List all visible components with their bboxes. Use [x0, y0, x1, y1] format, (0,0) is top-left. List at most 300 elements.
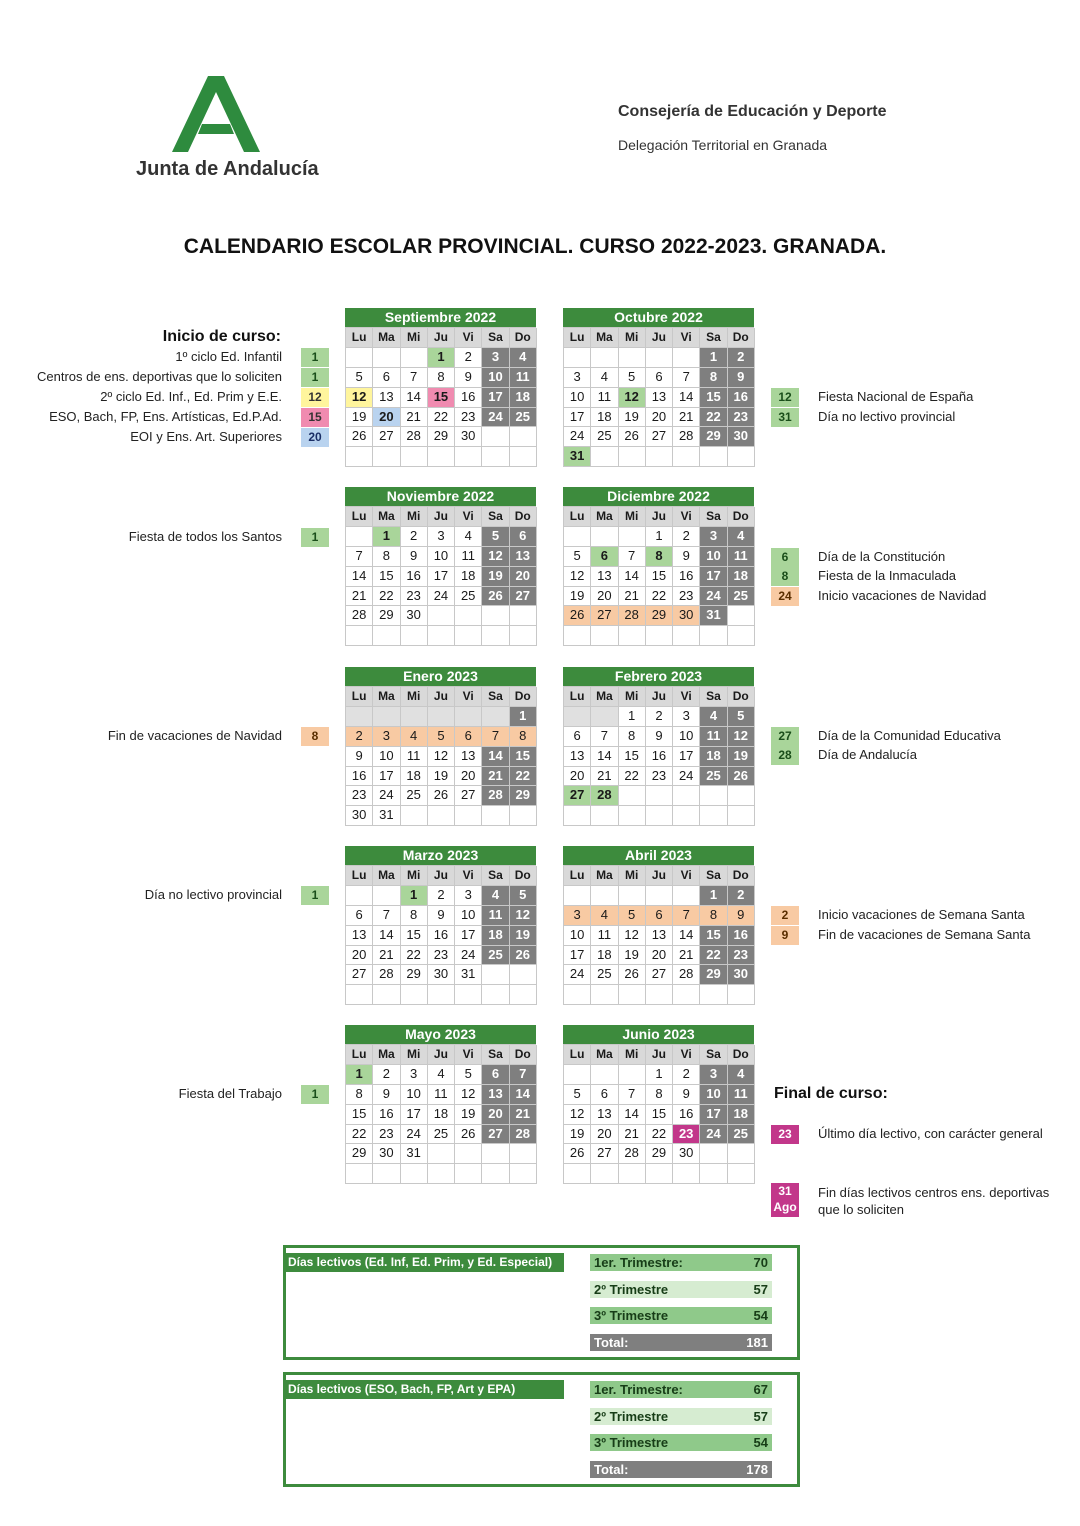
- day-cell: 1: [428, 348, 455, 368]
- weekday-header: Mi: [401, 866, 428, 886]
- empty-day-cell: [455, 985, 482, 1005]
- day-cell: 20: [373, 408, 400, 428]
- weekday-header: Ma: [373, 328, 400, 348]
- weekday-header: Vi: [455, 866, 482, 886]
- month-day-grid: [563, 327, 754, 467]
- month-title: Mayo 2023: [345, 1025, 536, 1044]
- day-cell: 20: [455, 767, 482, 787]
- summary-row-label: 3º Trimestre: [594, 1435, 669, 1450]
- day-cell: 3: [428, 527, 455, 547]
- day-cell: 16: [428, 926, 455, 946]
- day-cell: 19: [455, 1105, 482, 1125]
- day-cell: 10: [564, 388, 591, 408]
- day-cell: 27: [591, 1144, 618, 1164]
- day-cell: 12: [619, 388, 646, 408]
- day-cell: 14: [482, 747, 509, 767]
- weekday-header: Do: [728, 687, 755, 707]
- legend-label: Centros de ens. deportivas que lo soliciten: [37, 369, 282, 384]
- month-calendar: [345, 1025, 536, 1184]
- weekday-header: Mi: [619, 328, 646, 348]
- day-cell: 1: [373, 527, 400, 547]
- day-cell: 22: [428, 408, 455, 428]
- day-cell: 20: [510, 567, 537, 587]
- empty-day-cell: [346, 348, 373, 368]
- empty-day-cell: [510, 965, 537, 985]
- empty-day-cell: [700, 447, 727, 467]
- empty-day-cell: [482, 626, 509, 646]
- day-cell: 11: [401, 747, 428, 767]
- org-subtitle: Delegación Territorial en Granada: [618, 137, 828, 153]
- empty-day-cell: [728, 806, 755, 826]
- empty-day-cell: [646, 348, 673, 368]
- day-cell: 13: [564, 747, 591, 767]
- empty-day-cell: [564, 806, 591, 826]
- weekday-header: Ma: [373, 866, 400, 886]
- legend-label: 1º ciclo Ed. Infantil: [175, 349, 282, 364]
- month-day-grid: [345, 1044, 536, 1184]
- empty-day-cell: [455, 806, 482, 826]
- empty-day-cell: [482, 1164, 509, 1184]
- legend-label: Día de Andalucía: [818, 747, 918, 762]
- day-cell: 8: [700, 906, 727, 926]
- day-cell: 16: [673, 567, 700, 587]
- weekday-header: Lu: [346, 328, 373, 348]
- day-cell: 4: [700, 707, 727, 727]
- weekday-header: Ma: [591, 507, 618, 527]
- empty-day-cell: [346, 527, 373, 547]
- day-cell: 1: [646, 1065, 673, 1085]
- day-cell: 18: [591, 946, 618, 966]
- day-cell: 3: [373, 727, 400, 747]
- day-cell: 29: [700, 427, 727, 447]
- summary-row-value: 54: [753, 1308, 768, 1323]
- day-cell: 13: [455, 747, 482, 767]
- empty-day-cell: [591, 1164, 618, 1184]
- empty-day-cell: [401, 985, 428, 1005]
- day-cell: 28: [346, 606, 373, 626]
- day-cell: 19: [619, 946, 646, 966]
- empty-day-cell: [646, 1164, 673, 1184]
- empty-day-cell: [428, 606, 455, 626]
- legend-label: Fiesta del Trabajo: [178, 1086, 282, 1101]
- legend-label: Último día lectivo, con carácter general: [818, 1126, 1043, 1141]
- day-cell: 10: [673, 727, 700, 747]
- day-cell: 13: [646, 388, 673, 408]
- empty-day-cell: [728, 1164, 755, 1184]
- legend-badge: 31: [771, 408, 799, 427]
- day-cell: 22: [373, 587, 400, 607]
- empty-day-cell: [646, 447, 673, 467]
- weekday-header: Ma: [591, 1045, 618, 1065]
- weekday-header: Ma: [373, 1045, 400, 1065]
- day-cell: 11: [482, 906, 509, 926]
- page-title: CALENDARIO ESCOLAR PROVINCIAL. CURSO 2022-2023. GRANADA.: [183, 235, 887, 258]
- weekday-header: Do: [510, 507, 537, 527]
- day-cell: 22: [700, 946, 727, 966]
- day-cell: 15: [346, 1105, 373, 1125]
- weekday-header: Mi: [619, 687, 646, 707]
- day-cell: 20: [591, 587, 618, 607]
- legend-badge: 1: [301, 528, 329, 547]
- day-cell: 14: [619, 1105, 646, 1125]
- final-curso-title: Final de curso:: [774, 1085, 888, 1102]
- legend-label: [818, 1184, 1049, 1218]
- day-cell: 25: [591, 427, 618, 447]
- day-cell: 20: [646, 946, 673, 966]
- day-cell: 25: [401, 786, 428, 806]
- weekday-header: Mi: [401, 1045, 428, 1065]
- day-cell: 8: [373, 547, 400, 567]
- day-cell: 29: [346, 1144, 373, 1164]
- day-cell: 9: [455, 368, 482, 388]
- day-cell: 5: [564, 547, 591, 567]
- weekday-header: Lu: [564, 687, 591, 707]
- empty-day-cell: [700, 626, 727, 646]
- empty-day-cell: [482, 985, 509, 1005]
- day-cell: 5: [482, 527, 509, 547]
- empty-day-cell: [510, 626, 537, 646]
- day-cell: 19: [564, 1125, 591, 1145]
- empty-day-cell: [591, 985, 618, 1005]
- summary-row-value: 57: [753, 1281, 768, 1297]
- summary-row-value: 178: [746, 1461, 768, 1477]
- day-cell: 13: [646, 926, 673, 946]
- weekday-header: Ju: [646, 866, 673, 886]
- month-title: Junio 2023: [563, 1025, 754, 1044]
- empty-day-cell: [591, 1065, 618, 1085]
- empty-day-cell: [619, 527, 646, 547]
- empty-day-cell: [455, 1144, 482, 1164]
- summary-row-value: 57: [753, 1408, 768, 1424]
- day-cell: 26: [619, 427, 646, 447]
- day-cell: 1: [510, 707, 537, 727]
- legend-badge: [771, 1183, 799, 1217]
- day-cell: 28: [401, 427, 428, 447]
- empty-day-cell: [619, 447, 646, 467]
- day-cell: 15: [700, 926, 727, 946]
- empty-day-cell: [673, 985, 700, 1005]
- day-cell: 5: [510, 886, 537, 906]
- day-cell: 5: [728, 707, 755, 727]
- weekday-header: Vi: [455, 507, 482, 527]
- legend-label: Fiesta Nacional de España: [818, 389, 974, 404]
- empty-day-cell: [673, 348, 700, 368]
- empty-day-cell: [510, 447, 537, 467]
- weekday-header: Sa: [700, 328, 727, 348]
- day-cell: 27: [646, 965, 673, 985]
- day-cell: 10: [482, 368, 509, 388]
- day-cell: 26: [455, 1125, 482, 1145]
- day-cell: 30: [455, 427, 482, 447]
- day-cell: 30: [346, 806, 373, 826]
- day-cell: 29: [646, 606, 673, 626]
- day-cell: 11: [428, 1085, 455, 1105]
- empty-day-cell: [510, 1144, 537, 1164]
- inicio-curso-title: Inicio de curso:: [162, 328, 281, 345]
- weekday-header: Do: [510, 687, 537, 707]
- empty-day-cell: [591, 626, 618, 646]
- day-cell: 17: [564, 408, 591, 428]
- day-cell: 16: [646, 747, 673, 767]
- empty-day-cell: [482, 1144, 509, 1164]
- weekday-header: Lu: [564, 507, 591, 527]
- weekday-header: Sa: [700, 866, 727, 886]
- weekday-header: Lu: [346, 687, 373, 707]
- day-cell: 15: [373, 567, 400, 587]
- weekday-header: Ma: [373, 687, 400, 707]
- day-cell: 6: [455, 727, 482, 747]
- day-cell: 8: [700, 368, 727, 388]
- day-cell: 17: [482, 388, 509, 408]
- day-cell: 17: [455, 926, 482, 946]
- day-cell: 4: [482, 886, 509, 906]
- empty-day-cell: [455, 707, 482, 727]
- day-cell: 9: [673, 547, 700, 567]
- month-calendar: [563, 667, 754, 826]
- empty-day-cell: [619, 985, 646, 1005]
- empty-day-cell: [373, 348, 400, 368]
- empty-day-cell: [510, 427, 537, 447]
- day-cell: 30: [728, 427, 755, 447]
- day-cell: 18: [428, 1105, 455, 1125]
- day-cell: 12: [455, 1085, 482, 1105]
- day-cell: 29: [510, 786, 537, 806]
- day-cell: 27: [373, 427, 400, 447]
- day-cell: 1: [401, 886, 428, 906]
- day-cell: 13: [373, 388, 400, 408]
- empty-day-cell: [564, 527, 591, 547]
- empty-day-cell: [728, 786, 755, 806]
- day-cell: 3: [401, 1065, 428, 1085]
- day-cell: 20: [346, 946, 373, 966]
- day-cell: 31: [700, 606, 727, 626]
- day-cell: 19: [510, 926, 537, 946]
- day-cell: 28: [619, 606, 646, 626]
- day-cell: 21: [482, 767, 509, 787]
- empty-day-cell: [564, 626, 591, 646]
- month-day-grid: [563, 686, 754, 826]
- summary-total-row: [590, 1334, 772, 1351]
- day-cell: 24: [564, 965, 591, 985]
- day-cell: 12: [428, 747, 455, 767]
- month-calendar: [563, 846, 754, 1005]
- legend-badge-month: Ago: [773, 1200, 797, 1214]
- empty-day-cell: [673, 806, 700, 826]
- day-cell: 16: [401, 567, 428, 587]
- day-cell: 26: [564, 606, 591, 626]
- day-cell: 18: [728, 1105, 755, 1125]
- day-cell: 16: [728, 926, 755, 946]
- legend-badge: 8: [301, 727, 329, 746]
- day-cell: 11: [591, 388, 618, 408]
- day-cell: 26: [482, 587, 509, 607]
- day-cell: 27: [591, 606, 618, 626]
- day-cell: 6: [646, 906, 673, 926]
- day-cell: 5: [455, 1065, 482, 1085]
- empty-day-cell: [428, 1144, 455, 1164]
- empty-day-cell: [428, 707, 455, 727]
- empty-day-cell: [401, 447, 428, 467]
- month-title: Enero 2023: [345, 667, 536, 686]
- empty-day-cell: [482, 806, 509, 826]
- weekday-header: Lu: [346, 507, 373, 527]
- empty-day-cell: [346, 447, 373, 467]
- weekday-header: Do: [728, 507, 755, 527]
- summary-row-label: 1er. Trimestre:: [594, 1382, 683, 1397]
- day-cell: 23: [428, 946, 455, 966]
- empty-day-cell: [564, 985, 591, 1005]
- day-cell: 14: [373, 926, 400, 946]
- day-cell: 7: [510, 1065, 537, 1085]
- empty-day-cell: [401, 707, 428, 727]
- day-cell: 30: [373, 1144, 400, 1164]
- day-cell: 26: [428, 786, 455, 806]
- day-cell: 10: [428, 547, 455, 567]
- day-cell: 18: [455, 567, 482, 587]
- day-cell: 5: [428, 727, 455, 747]
- day-cell: 25: [728, 1125, 755, 1145]
- legend-label: Fiesta de la Inmaculada: [818, 568, 957, 583]
- day-cell: 3: [564, 906, 591, 926]
- legend-badge: 20: [301, 428, 329, 447]
- day-cell: 18: [700, 747, 727, 767]
- summary-row-label: Total:: [594, 1334, 629, 1350]
- day-cell: 24: [564, 427, 591, 447]
- summary-row-value: 181: [746, 1334, 768, 1350]
- weekday-header: Ju: [646, 687, 673, 707]
- day-cell: 20: [646, 408, 673, 428]
- day-cell: 25: [700, 767, 727, 787]
- day-cell: 28: [619, 1144, 646, 1164]
- empty-day-cell: [373, 626, 400, 646]
- legend-badge: 28: [771, 746, 799, 765]
- empty-day-cell: [646, 985, 673, 1005]
- day-cell: 21: [510, 1105, 537, 1125]
- day-cell: 4: [591, 906, 618, 926]
- weekday-header: Ju: [646, 507, 673, 527]
- empty-day-cell: [673, 626, 700, 646]
- empty-day-cell: [728, 985, 755, 1005]
- day-cell: 10: [564, 926, 591, 946]
- day-cell: 19: [728, 747, 755, 767]
- empty-day-cell: [728, 606, 755, 626]
- day-cell: 11: [455, 547, 482, 567]
- legend-badge: 1: [301, 1085, 329, 1104]
- legend-label: ESO, Bach, FP, Ens. Artísticas, Ed.P.Ad.: [49, 409, 282, 424]
- day-cell: 19: [346, 408, 373, 428]
- day-cell: 16: [455, 388, 482, 408]
- day-cell: 7: [673, 368, 700, 388]
- empty-day-cell: [346, 707, 373, 727]
- day-cell: 25: [591, 965, 618, 985]
- month-title: Noviembre 2022: [345, 487, 536, 506]
- summary-row-value: 70: [753, 1255, 768, 1270]
- day-cell: 26: [510, 946, 537, 966]
- day-cell: 3: [455, 886, 482, 906]
- empty-day-cell: [482, 965, 509, 985]
- empty-day-cell: [510, 1164, 537, 1184]
- day-cell: 9: [373, 1085, 400, 1105]
- day-cell: 23: [401, 587, 428, 607]
- weekday-header: Vi: [673, 1045, 700, 1065]
- day-cell: 23: [728, 408, 755, 428]
- weekday-header: Lu: [564, 866, 591, 886]
- weekday-header: Vi: [673, 507, 700, 527]
- weekday-header: Vi: [673, 687, 700, 707]
- summary-trimester-row: [590, 1408, 772, 1425]
- empty-day-cell: [346, 1164, 373, 1184]
- day-cell: 16: [373, 1105, 400, 1125]
- empty-day-cell: [373, 1164, 400, 1184]
- empty-day-cell: [428, 806, 455, 826]
- day-cell: 24: [482, 408, 509, 428]
- legend-badge: 9: [771, 926, 799, 945]
- legend-label: Día de la Constitución: [818, 549, 946, 564]
- day-cell: 2: [646, 707, 673, 727]
- day-cell: 24: [700, 587, 727, 607]
- empty-day-cell: [346, 985, 373, 1005]
- day-cell: 19: [428, 767, 455, 787]
- day-cell: 9: [428, 906, 455, 926]
- summary-trimester-row: [590, 1434, 772, 1451]
- day-cell: 22: [646, 587, 673, 607]
- day-cell: 8: [619, 727, 646, 747]
- day-cell: 17: [428, 567, 455, 587]
- empty-day-cell: [455, 626, 482, 646]
- weekday-header: Sa: [700, 507, 727, 527]
- day-cell: 15: [510, 747, 537, 767]
- day-cell: 23: [455, 408, 482, 428]
- weekday-header: Do: [728, 1045, 755, 1065]
- day-cell: 3: [700, 1065, 727, 1085]
- weekday-header: Sa: [482, 1045, 509, 1065]
- day-cell: 8: [646, 547, 673, 567]
- month-calendar: [563, 487, 754, 646]
- weekday-header: Vi: [455, 328, 482, 348]
- legend-badge: 1: [301, 886, 329, 905]
- day-cell: 8: [346, 1085, 373, 1105]
- junta-logo: [172, 76, 260, 156]
- empty-day-cell: [619, 348, 646, 368]
- empty-day-cell: [591, 447, 618, 467]
- day-cell: 23: [346, 786, 373, 806]
- day-cell: 13: [482, 1085, 509, 1105]
- empty-day-cell: [619, 626, 646, 646]
- day-cell: 23: [673, 1125, 700, 1145]
- weekday-header: Ju: [428, 507, 455, 527]
- day-cell: 24: [700, 1125, 727, 1145]
- legend-badge: 15: [301, 408, 329, 427]
- weekday-header: Sa: [700, 687, 727, 707]
- empty-day-cell: [455, 1164, 482, 1184]
- day-cell: 12: [619, 926, 646, 946]
- empty-day-cell: [673, 886, 700, 906]
- empty-day-cell: [401, 1164, 428, 1184]
- day-cell: 27: [510, 587, 537, 607]
- day-cell: 18: [728, 567, 755, 587]
- empty-day-cell: [728, 1144, 755, 1164]
- day-cell: 4: [510, 348, 537, 368]
- day-cell: 27: [646, 427, 673, 447]
- day-cell: 7: [673, 906, 700, 926]
- day-cell: 21: [673, 946, 700, 966]
- legend-label: EOI y Ens. Art. Superiores: [130, 429, 282, 444]
- legend-label: Fin de vacaciones de Navidad: [107, 728, 282, 743]
- day-cell: 27: [564, 786, 591, 806]
- day-cell: 13: [591, 1105, 618, 1125]
- day-cell: 3: [700, 527, 727, 547]
- day-cell: 8: [510, 727, 537, 747]
